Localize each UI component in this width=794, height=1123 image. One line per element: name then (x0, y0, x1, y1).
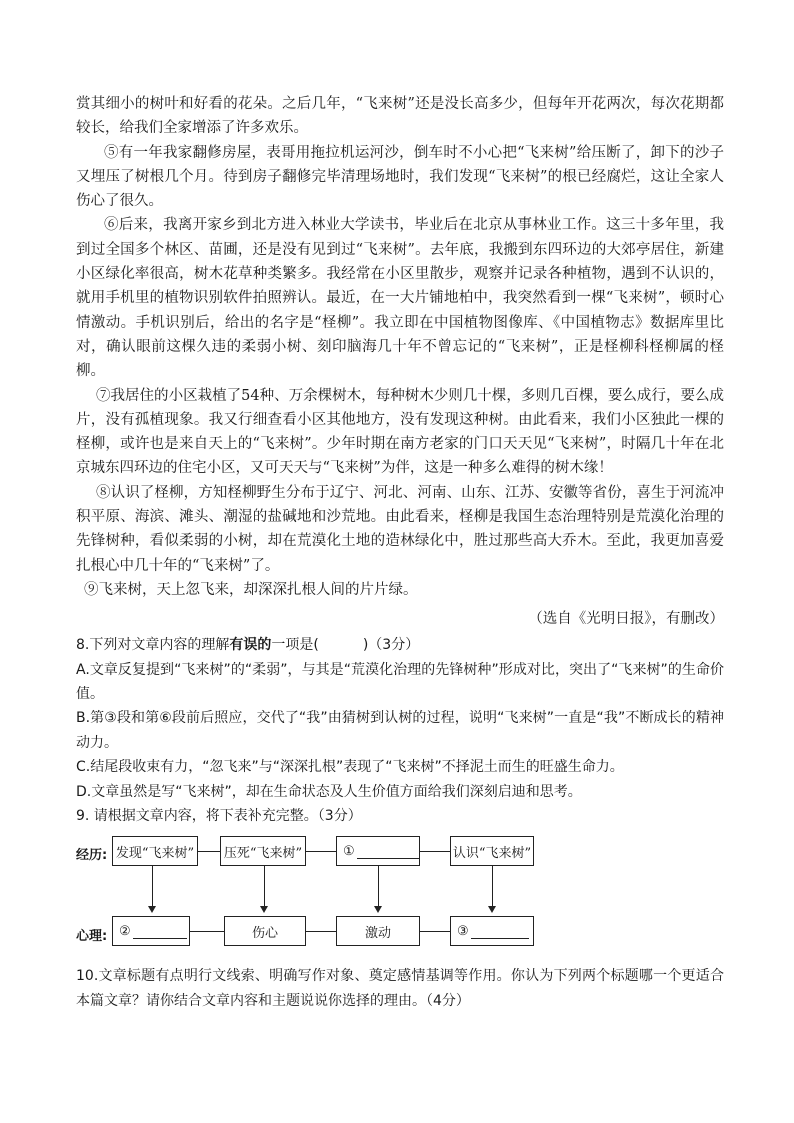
answer-blank-1[interactable] (357, 844, 419, 859)
experience-box-1: 发现“飞来树” (112, 836, 198, 866)
connector (306, 851, 336, 852)
question-8-stem-post: 一项是( (271, 637, 319, 654)
passage-paragraph-8: ⑧认识了柽柳，方知柽柳野生分布于辽宁、河北、河南、山东、江苏、安徽等省份，喜生于河流冲积平原、海滨、滩头、潮湿的盐碱地和沙荒地。由此看来，柽柳是我国生态治理特别是荒漠化治理的先锋树种，看似柔弱的小树，却在荒漠化土地的造林绿化中，胜过那些高大乔木。至此，我更加喜爱扎根心中几十年的“飞来树”了。 (76, 484, 724, 574)
exam-page (76, 92, 724, 1013)
arrow-down-icon (148, 906, 156, 913)
connector (492, 866, 493, 908)
mind-box-4-blank[interactable]: ③ (450, 916, 534, 946)
passage-source: （选自《光明日报》，有删改） (528, 611, 724, 628)
arrow-down-icon (260, 906, 268, 913)
question-8-stem-end: )（3分） (362, 637, 420, 654)
question-8-stem (76, 633, 724, 657)
passage-paragraph-4-tail: 赏其细小的树叶和好看的花朵。之后几年，“飞来树”还是没长高多少，但每年开花两次，每次花期都较长，给我们全家增添了许多欢乐。 (76, 96, 724, 137)
mind-box-2: 伤心 (224, 916, 306, 946)
connector (198, 851, 220, 852)
answer-blank-3[interactable] (471, 924, 529, 939)
passage-paragraph-9: ⑨飞来树，天上忽飞来，却深深扎根人间的片片绿。 (84, 581, 418, 598)
connector (264, 866, 265, 908)
arrow-down-icon (488, 906, 496, 913)
question-8-option-d: D.文章虽然是写“飞来树”，却在生命状态及人生价值方面给我们深刻启迪和思考。 (76, 783, 582, 800)
experience-box-3-blank[interactable]: ① (336, 836, 420, 866)
experience-box-2: 压死“飞来树” (220, 836, 306, 866)
question-9-flow-table (76, 836, 724, 956)
row-label-experience: 经历: (76, 848, 108, 864)
question-10-stem: 10.文章标题有点明行文线索、明确写作对象、奠定感情基调等作用。你认为下列两个标题哪一个更适合本篇文章？请你结合文章内容和主题说说你选择的理由。（4分） (76, 968, 724, 1009)
passage-paragraph-6: ⑥后来，我离开家乡到北方进入林业大学读书，毕业后在北京从事林业工作。这三十多年里，我到过全国多个林区、苗圃，还是没有见到过“飞来树”。去年底，我搬到东四环边的大郊亭居住，新建小区绿化率很高，树木花草种类繁多。我经常在小区里散步，观察并记录各种植物，遇到不认识的，就用手机里的植物识别软件拍照辨认。最近，在一大片铺地柏中，我突然看到一棵“飞来树”，顿时心情激动。手机识别后，给出的名字是“柽柳”。我立即在中国植物图像库、《中国植物志》数据库里比对，确认眼前这棵久违的柔弱小树、刻印脑海几十年不曾忘记的“飞来树”，正是柽柳科柽柳属的柽柳。 (76, 217, 724, 380)
connector (190, 931, 224, 932)
row-label-mind: 心理: (76, 929, 108, 945)
question-8-option-c: C.结尾段收束有力，“忽飞来”与“深深扎根”表现了“飞来树”不择泥土而生的旺盛生命力。 (76, 759, 624, 776)
connector (420, 931, 450, 932)
question-8-stem-pre: 8.下列对文章内容的理解 (76, 637, 230, 654)
question-8-stem-emphasis: 有误的 (229, 637, 272, 654)
question-8-option-b: B.第③段和第⑥段前后照应，交代了“我”由猜树到认树的过程，说明“飞来树”一直是“我”不断成长的精神动力。 (76, 710, 724, 751)
connector (420, 851, 450, 852)
arrow-down-icon (374, 906, 382, 913)
question-9-stem: 9. 请根据文章内容，将下表补充完整。（3分） (76, 808, 362, 825)
passage-paragraph-7: ⑦我居住的小区栽植了54种、万余棵树木，每种树木少则几十棵，多则几百棵，要么成行，要么成片，没有孤植现象。我又行细查看小区其他地方，没有发现这种树。由此看来，我们小区独此一棵的柽柳，或许也是来自天上的“飞来树”。少年时期在南方老家的门口天天见“飞来树”，时隔几十年在北京城东四环边的住宅小区，又可天天与“飞来树”为伴，这是一种多么难得的树木缘！ (76, 387, 724, 477)
passage-paragraph-5: ⑤有一年我家翻修房屋，表哥用拖拉机运河沙，倒车时不小心把“飞来树”给压断了，卸下的沙子又埋压了树根几个月。待到房子翻修完毕清理场地时，我们发现“飞来树”的根已经腐烂，这让全家人伤心了很久。 (76, 144, 724, 210)
connector (378, 866, 379, 908)
experience-box-4: 认识“飞来树” (450, 836, 534, 866)
mind-box-3: 激动 (336, 916, 420, 946)
question-8-option-a: A.文章反复提到“飞来树”的“柔弱”，与其是“荒漠化治理的先锋树种”形成对比，突出了“飞来树”的生命价值。 (76, 661, 724, 703)
connector (306, 931, 336, 932)
mind-box-1-blank[interactable]: ② (112, 916, 190, 946)
answer-blank-2[interactable] (133, 924, 187, 939)
connector (152, 866, 153, 908)
